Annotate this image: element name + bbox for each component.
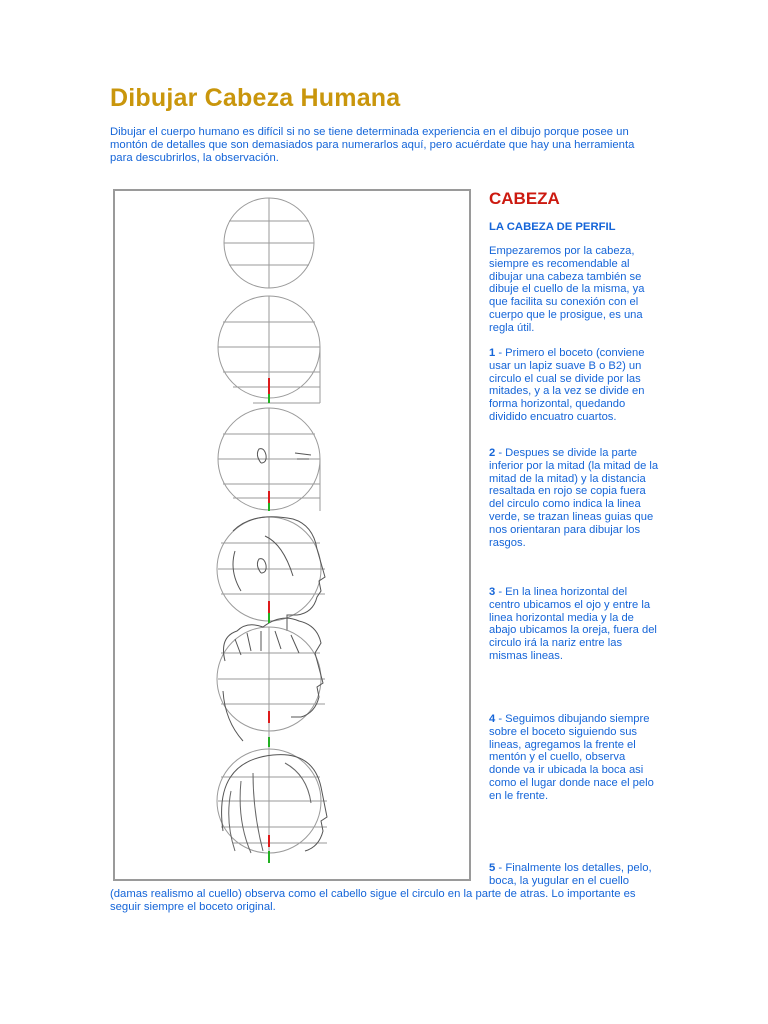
step-4-paragraph xyxy=(489,713,659,803)
step-text: - En la linea horizontal del centro ubicamos el ojo y entre la linea horizontal media y la de abajo ubicamos la oreja, fuera del circulo irá la nariz entre las mismas lineas. xyxy=(489,586,657,662)
sketch-step-4 xyxy=(217,517,325,631)
step-number: 1 xyxy=(489,347,496,359)
section-subheading: LA CABEZA DE PERFIL xyxy=(489,221,616,233)
step-number: 4 xyxy=(489,713,496,725)
intro-paragraph: Dibujar el cuerpo humano es difícil si no se tiene determinada experiencia en el dibujo porque posee un montón de detalles que son demasiados para numerarlos aquí, pero acuérdate que hay una herramienta para descubrirlos, la observación. xyxy=(110,126,635,164)
step-text-line1: - Finalmente los detalles, pelo, boca, la yugular en el cuello xyxy=(489,862,652,887)
head-drawing-steps-figure xyxy=(113,189,471,881)
lead-paragraph: Empezaremos por la cabeza, siempre es recomendable al dibujar una cabeza también se dibuje el cuello de la misma, ya que facilita su conexión con el cuerpo que le prosigue, es una regla útil. xyxy=(489,245,645,334)
step-number: 5 xyxy=(489,862,496,874)
page-title: Dibujar Cabeza Humana xyxy=(110,84,401,112)
sketch-step-6 xyxy=(217,749,327,863)
sketch-step-5 xyxy=(217,618,325,751)
sketch-step-1 xyxy=(224,198,314,288)
step-text: - Seguimos dibujando siempre sobre el boceto siguiendo sus lineas, agregamos la frente el mentón y el cuello, observa donde va ir ubicada la boca asi como el lugar donde nace el pelo en le frente. xyxy=(489,713,654,802)
step-3-paragraph xyxy=(489,586,659,663)
head-profile-sketches xyxy=(115,191,469,879)
step-text: - Despues se divide la parte inferior por la mitad (la mitad de la mitad de la mitad) y la distancia resaltada en rojo se copia fuera del circulo como indica la linea verde, se trazan lineas guias que nos orientaran para dibujar los rasgos. xyxy=(489,447,659,549)
step-2-paragraph xyxy=(489,447,659,549)
section-heading: CABEZA xyxy=(489,189,560,208)
step-5-paragraph xyxy=(110,862,662,914)
step-number: 3 xyxy=(489,586,496,598)
step-1-paragraph xyxy=(489,347,659,424)
step-number: 2 xyxy=(489,447,496,459)
step-text: - Primero el boceto (conviene usar un lapiz suave B o B2) un circulo el cual se divide por las mitades, y a la vez se divide en forma horizontal, quedando dividido encuatro cuartos. xyxy=(489,347,645,423)
step-text-rest: (damas realismo al cuello) observa como el cabello sigue el circulo en la parte de atras. Lo importante es seguir siempre el boceto original. xyxy=(110,888,636,913)
